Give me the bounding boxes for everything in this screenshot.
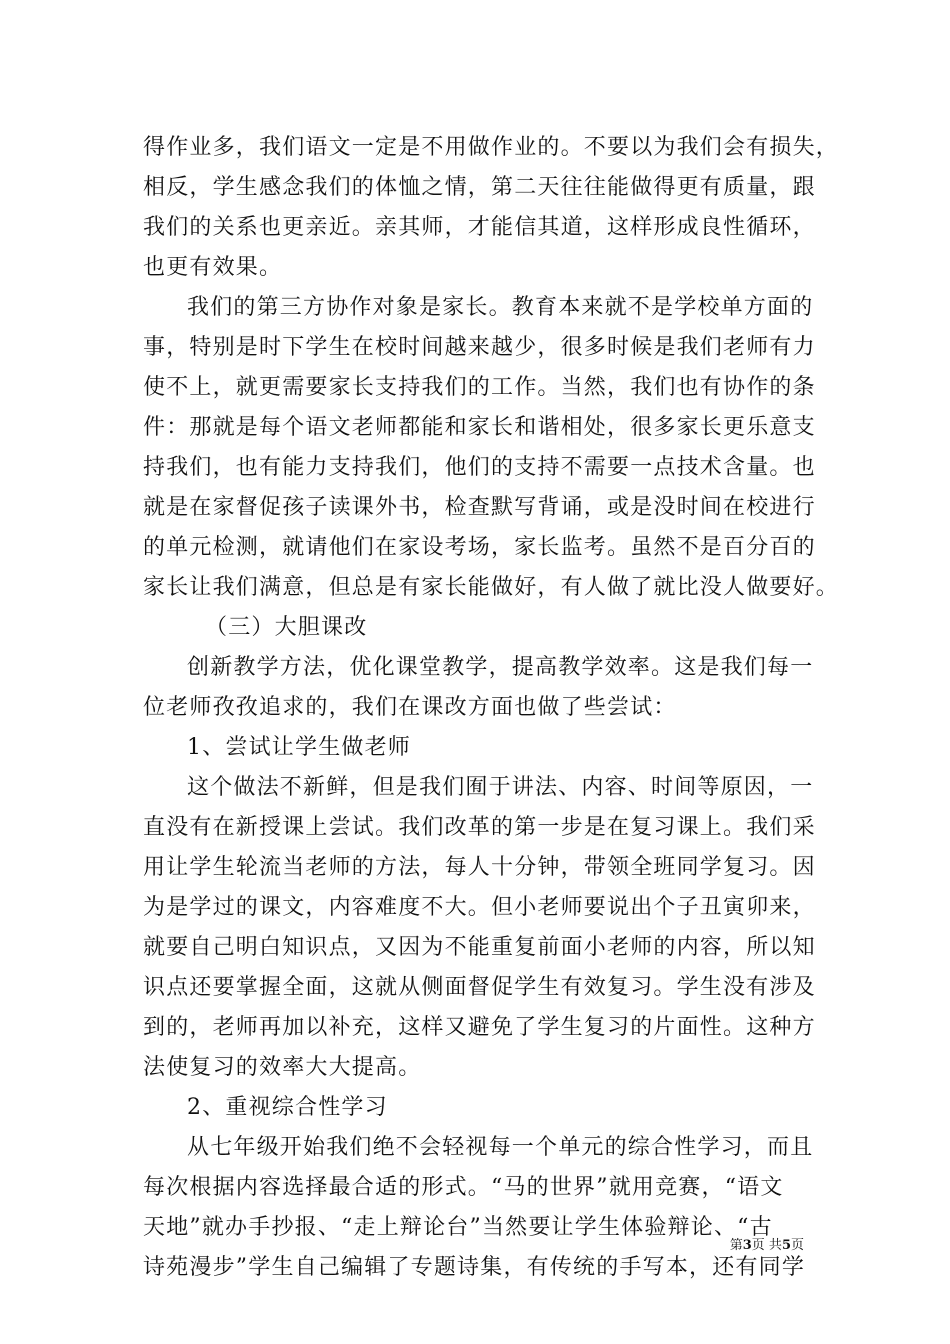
total-pages-number: 5 xyxy=(781,1238,791,1253)
footer-prefix: 第 xyxy=(729,1238,743,1253)
text-line: 法使复习的效率大大提高。 xyxy=(143,1055,422,1080)
text-line: 用让学生轮流当老师的方法，每人十分钟，带领全班同学复习。因 xyxy=(143,855,816,880)
subsection-heading: 1、尝试让学生做老师 xyxy=(187,735,411,760)
text-line: 诗苑漫步”学生自己编辑了专题诗集，有传统的手写本，还有同学 xyxy=(143,1255,806,1280)
text-line: 就是在家督促孩子读课外书，检查默写背诵，或是没时间在校进行 xyxy=(143,495,816,520)
text-line: 我们的第三方协作对象是家长。教育本来就不是学校单方面的 xyxy=(187,295,814,320)
text-line: 件：那就是每个语文老师都能和家长和谐相处，很多家长更乐意支 xyxy=(143,415,816,440)
text-line: 家长让我们满意，但总是有家长能做好，有人做了就比没人做要好。 xyxy=(143,575,840,600)
text-line: 从七年级开始我们绝不会轻视每一个单元的综合性学习，而且 xyxy=(187,1135,814,1160)
document-body xyxy=(143,128,843,1288)
text-line: 就要自己明白知识点，又因为不能重复前面小老师的内容，所以知 xyxy=(143,935,816,960)
text-line: 相反，学生感念我们的体恤之情，第二天往往能做得更有质量，跟 xyxy=(143,175,816,200)
text-line: 我们的关系也更亲近。亲其师，才能信其道，这样形成良性循环， xyxy=(143,215,816,240)
page-footer xyxy=(730,1238,804,1254)
subsection-heading: 2、重视综合性学习 xyxy=(187,1095,388,1120)
text-line: 持我们，也有能力支持我们，他们的支持不需要一点技术含量。也 xyxy=(143,455,816,480)
text-line: 每次根据内容选择最合适的形式。“马的世界”就用竞赛，“语文 xyxy=(143,1175,784,1200)
section-heading: （三）大胆课改 xyxy=(205,615,368,640)
text-line: 的单元检测，就请他们在家设考场，家长监考。虽然不是百分百的 xyxy=(143,535,816,560)
text-line: 识点还要掌握全面，这就从侧面督促学生有效复习。学生没有涉及 xyxy=(143,975,816,1000)
text-line: 使不上，就更需要家长支持我们的工作。当然，我们也有协作的条 xyxy=(143,375,816,400)
text-line: 得作业多，我们语文一定是不用做作业的。不要以为我们会有损失， xyxy=(143,135,840,160)
text-line: 为是学过的课文，内容难度不大。但小老师要说出个子丑寅卯来， xyxy=(143,895,816,920)
footer-suffix: 页 xyxy=(790,1238,804,1253)
text-line: 到的，老师再加以补充，这样又避免了学生复习的片面性。这种方 xyxy=(143,1015,816,1040)
current-page-number: 3 xyxy=(742,1238,752,1253)
text-line: 也更有效果。 xyxy=(143,255,283,280)
text-line: 天地”就办手抄报、“走上辩论台”当然要让学生体验辩论、“古 xyxy=(143,1215,773,1240)
text-line: 直没有在新授课上尝试。我们改革的第一步是在复习课上。我们采 xyxy=(143,815,816,840)
text-line: 这个做法不新鲜，但是我们囿于讲法、内容、时间等原因，一 xyxy=(187,775,814,800)
text-line: 创新教学方法，优化课堂教学，提高教学效率。这是我们每一 xyxy=(187,655,814,680)
text-line: 位老师孜孜追求的，我们在课改方面也做了些尝试： xyxy=(143,695,677,720)
footer-middle: 页 共 xyxy=(751,1238,782,1253)
text-line: 事，特别是时下学生在校时间越来越少，很多时候是我们老师有力 xyxy=(143,335,816,360)
